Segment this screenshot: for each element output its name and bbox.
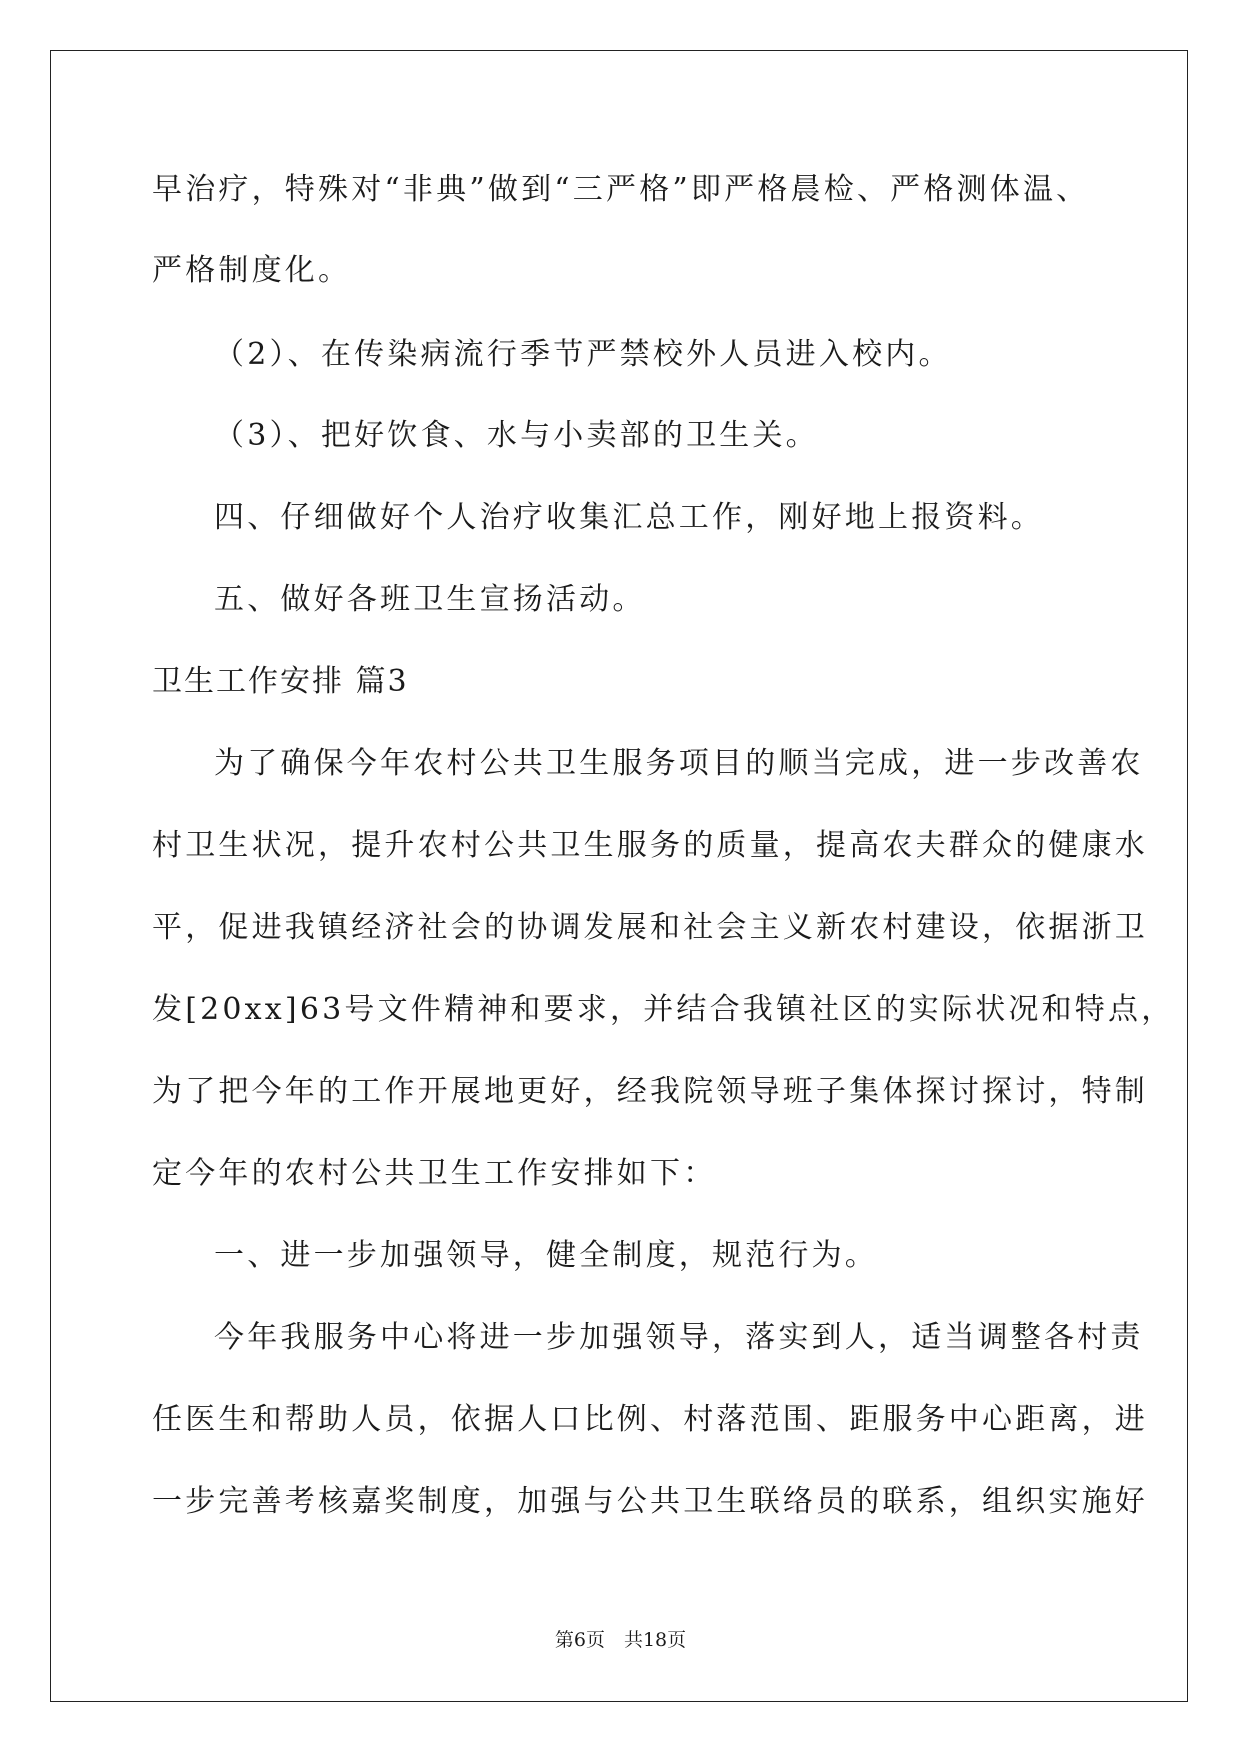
paragraph-line-5: 平，促进我镇经济社会的协调发展和社会主义新农村建设，依据浙卫: [152, 910, 1148, 945]
page-border: [50, 50, 1188, 1702]
section-item-5: 五、做好各班卫生宣扬活动。: [214, 582, 646, 617]
paragraph-line-4: 村卫生状况，提升农村公共卫生服务的质量，提高农夫群众的健康水: [152, 828, 1148, 863]
section-item-1: 一、进一步加强领导，健全制度，规范行为。: [214, 1238, 878, 1273]
page-number-footer: 第6页 共18页: [554, 1629, 687, 1651]
paragraph-line-3: 为了确保今年农村公共卫生服务项目的顺当完成，进一步改善农: [214, 746, 1144, 781]
section-heading: 卫生工作安排 篇3: [152, 664, 409, 699]
paragraph-line-6: 发[20xx]63号文件精神和要求，并结合我镇社区的实际状况和特点，: [152, 992, 1175, 1027]
list-item-2: （2）、在传染病流行季节严禁校外人员进入校内。: [214, 337, 952, 372]
list-item-3: （3）、把好饮食、水与小卖部的卫生关。: [214, 418, 819, 453]
paragraph-line-11: 一步完善考核嘉奖制度，加强与公共卫生联络员的联系，组织实施好: [152, 1484, 1148, 1519]
section-item-4: 四、仔细做好个人治疗收集汇总工作，刚好地上报资料。: [214, 500, 1044, 535]
paragraph-line-10: 任医生和帮助人员，依据人口比例、村落范围、距服务中心距离，进: [152, 1402, 1148, 1437]
paragraph-line-8: 定今年的农村公共卫生工作安排如下：: [152, 1156, 717, 1191]
paragraph-line-7: 为了把今年的工作开展地更好，经我院领导班子集体探讨探讨，特制: [152, 1074, 1148, 1109]
paragraph-line-1: 早治疗，特殊对“非典”做到“三严格”即严格晨检、严格测体温、: [152, 172, 1090, 207]
paragraph-line-9: 今年我服务中心将进一步加强领导，落实到人，适当调整各村责: [214, 1320, 1144, 1355]
paragraph-line-2: 严格制度化。: [152, 253, 352, 288]
